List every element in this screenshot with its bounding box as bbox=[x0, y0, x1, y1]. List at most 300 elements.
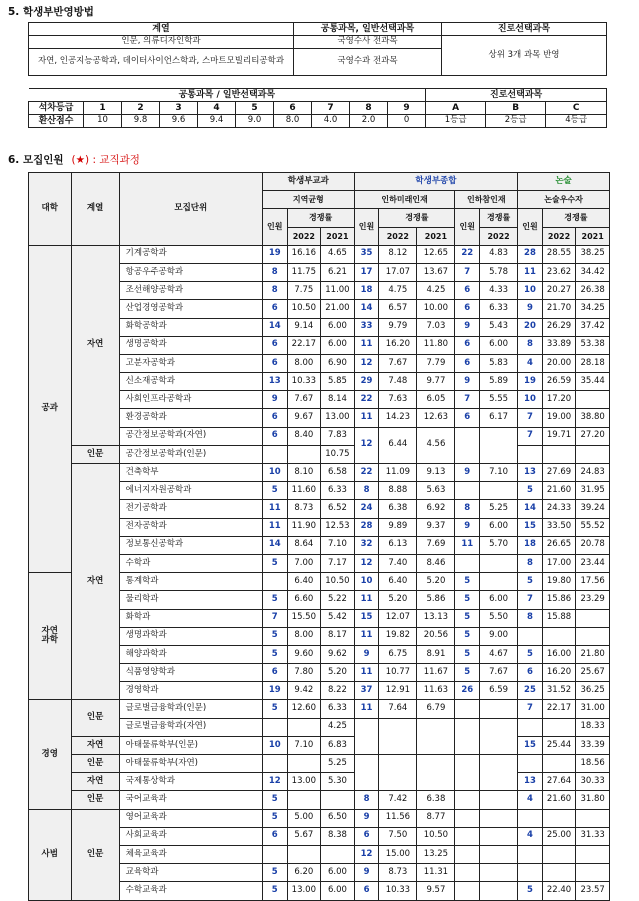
header-student-record: 학생부교과 bbox=[262, 173, 354, 191]
rate-cell: 38.25 bbox=[576, 245, 610, 263]
rate-cell: 11.31 bbox=[417, 864, 455, 882]
field-cell: 인문 bbox=[71, 809, 119, 900]
rate-cell: 4.56 bbox=[417, 427, 455, 463]
rate-cell: 8.46 bbox=[417, 554, 455, 572]
grade-cell: 4 bbox=[198, 102, 236, 115]
count-cell: 35 bbox=[354, 245, 379, 263]
count-cell bbox=[518, 864, 543, 882]
count-cell: 7 bbox=[262, 609, 287, 627]
career-grade-cell: A bbox=[426, 102, 486, 115]
table-row bbox=[29, 445, 610, 463]
rate-cell: 6.40 bbox=[379, 573, 417, 591]
field-cell: 자연 bbox=[71, 736, 119, 754]
unit-name: 건축학부 bbox=[119, 464, 262, 482]
rate-cell: 6.33 bbox=[321, 482, 355, 500]
unit-name: 정보통신공학과 bbox=[119, 536, 262, 554]
rate-cell: 23.57 bbox=[576, 882, 610, 900]
unit-name: 영어교육과 bbox=[119, 809, 262, 827]
rate-cell bbox=[480, 427, 518, 463]
count-cell: 10 bbox=[518, 282, 543, 300]
unit-name: 사회교육과 bbox=[119, 827, 262, 845]
header-comprehensive: 학생부종합 bbox=[354, 173, 517, 191]
count-cell: 4 bbox=[518, 827, 543, 845]
count-cell: 7 bbox=[455, 391, 480, 409]
rate-cell: 21.80 bbox=[576, 645, 610, 663]
rate-cell: 8.22 bbox=[321, 682, 355, 700]
field-cell: 자연 bbox=[71, 773, 119, 791]
count-cell: 5 bbox=[518, 882, 543, 900]
score-label: 환산점수 bbox=[29, 115, 84, 128]
count-cell bbox=[262, 573, 287, 591]
rate-cell: 26.38 bbox=[576, 282, 610, 300]
count-cell: 5 bbox=[262, 700, 287, 718]
count-cell: 11 bbox=[354, 409, 379, 427]
rate-cell: 7.79 bbox=[417, 354, 455, 372]
count-cell: 29 bbox=[354, 373, 379, 391]
rate-cell: 10.77 bbox=[379, 664, 417, 682]
rate-cell: 6.40 bbox=[287, 573, 321, 591]
career-score-cell: 1등급 bbox=[426, 115, 486, 128]
unit-name: 수학교육과 bbox=[119, 882, 262, 900]
header-future-talent: 인하미래인재 bbox=[354, 191, 455, 209]
count-cell bbox=[455, 427, 480, 463]
rate-cell: 16.16 bbox=[287, 245, 321, 263]
count-cell: 11 bbox=[455, 536, 480, 554]
rate-cell: 6.00 bbox=[321, 882, 355, 900]
rate-cell: 9.00 bbox=[480, 627, 518, 645]
header-year-2022: 2022 bbox=[542, 227, 576, 245]
grade-cell: 5 bbox=[236, 102, 274, 115]
rate-cell bbox=[576, 391, 610, 409]
rate-cell bbox=[480, 718, 518, 754]
count-cell: 6 bbox=[354, 882, 379, 900]
count-cell: 5 bbox=[262, 482, 287, 500]
count-cell: 6 bbox=[262, 354, 287, 372]
rate-cell: 13.25 bbox=[417, 845, 455, 863]
rate-cell: 55.52 bbox=[576, 518, 610, 536]
rate-cell: 5.70 bbox=[480, 536, 518, 554]
rate-cell: 20.78 bbox=[576, 536, 610, 554]
rate-cell bbox=[542, 864, 576, 882]
rate-cell: 6.59 bbox=[480, 682, 518, 700]
rate-cell bbox=[542, 627, 576, 645]
count-cell: 8 bbox=[262, 282, 287, 300]
rate-cell: 6.33 bbox=[480, 300, 518, 318]
rate-cell: 27.20 bbox=[576, 427, 610, 445]
count-cell bbox=[455, 791, 480, 809]
count-cell: 6 bbox=[518, 664, 543, 682]
table-row bbox=[29, 791, 610, 809]
count-cell: 12 bbox=[262, 773, 287, 791]
count-cell: 11 bbox=[354, 627, 379, 645]
count-cell: 5 bbox=[262, 627, 287, 645]
count-cell bbox=[354, 718, 379, 754]
count-cell bbox=[518, 755, 543, 773]
section-6-title-text: 6. 모집인원 bbox=[8, 154, 64, 166]
rate-cell: 6.05 bbox=[417, 391, 455, 409]
rate-cell: 25.67 bbox=[576, 664, 610, 682]
count-cell: 8 bbox=[262, 263, 287, 281]
count-cell: 13 bbox=[518, 464, 543, 482]
rate-cell: 5.63 bbox=[417, 482, 455, 500]
rate-cell: 6.60 bbox=[287, 591, 321, 609]
rate-cell: 6.92 bbox=[417, 500, 455, 518]
rate-cell bbox=[480, 827, 518, 845]
rate-cell: 6.00 bbox=[321, 318, 355, 336]
grade-cell: 8 bbox=[350, 102, 388, 115]
count-cell: 9 bbox=[455, 518, 480, 536]
rate-cell: 16.20 bbox=[542, 664, 576, 682]
count-cell: 11 bbox=[354, 664, 379, 682]
count-cell: 17 bbox=[354, 263, 379, 281]
unit-name: 해양과학과 bbox=[119, 645, 262, 663]
count-cell: 13 bbox=[262, 373, 287, 391]
rate-cell: 13.67 bbox=[417, 263, 455, 281]
count-cell: 6 bbox=[262, 409, 287, 427]
rate-cell: 7.00 bbox=[287, 554, 321, 572]
unit-name: 아태물류학부(인문) bbox=[119, 736, 262, 754]
rate-cell: 6.90 bbox=[321, 354, 355, 372]
rate-cell: 8.64 bbox=[287, 536, 321, 554]
rate-cell bbox=[542, 445, 576, 463]
rate-cell bbox=[287, 445, 321, 463]
count-cell: 9 bbox=[518, 300, 543, 318]
rate-cell: 6.21 bbox=[321, 263, 355, 281]
header-competition: 경쟁률 bbox=[379, 209, 455, 227]
score-cell: 10 bbox=[84, 115, 122, 128]
field-cell: 자연 bbox=[71, 464, 119, 700]
rate-cell: 7.10 bbox=[480, 464, 518, 482]
unit-name: 생명과학과 bbox=[119, 627, 262, 645]
count-cell bbox=[262, 445, 287, 463]
count-cell: 18 bbox=[518, 536, 543, 554]
rate-cell: 26.65 bbox=[542, 536, 576, 554]
rate-cell: 8.73 bbox=[379, 864, 417, 882]
rate-cell: 39.24 bbox=[576, 500, 610, 518]
header-essay: 논술 bbox=[518, 173, 610, 191]
rate-cell: 27.69 bbox=[542, 464, 576, 482]
rate-cell: 17.00 bbox=[542, 554, 576, 572]
rate-cell: 21.00 bbox=[321, 300, 355, 318]
rate-cell: 17.07 bbox=[379, 263, 417, 281]
count-cell: 4 bbox=[518, 791, 543, 809]
header-year-2021: 2021 bbox=[417, 227, 455, 245]
count-cell: 28 bbox=[354, 518, 379, 536]
score-cell: 2.0 bbox=[350, 115, 388, 128]
rate-cell: 24.33 bbox=[542, 500, 576, 518]
rate-cell: 18.56 bbox=[576, 755, 610, 773]
header-unit: 모집단위 bbox=[119, 173, 262, 246]
count-cell bbox=[455, 864, 480, 882]
count-cell: 8 bbox=[518, 609, 543, 627]
section-6-title bbox=[8, 152, 140, 167]
count-cell: 5 bbox=[262, 864, 287, 882]
career-cell: 상위 3개 과목 반영 bbox=[442, 36, 607, 76]
header-count: 인원 bbox=[518, 209, 543, 245]
rate-cell: 6.00 bbox=[480, 591, 518, 609]
count-cell: 9 bbox=[354, 645, 379, 663]
rate-cell bbox=[321, 845, 355, 863]
rate-cell: 33.89 bbox=[542, 336, 576, 354]
count-cell: 7 bbox=[518, 427, 543, 445]
rate-cell: 15.00 bbox=[379, 845, 417, 863]
count-cell: 12 bbox=[354, 427, 379, 463]
rate-cell: 10.33 bbox=[379, 882, 417, 900]
rate-cell bbox=[576, 845, 610, 863]
rate-cell: 10.33 bbox=[287, 373, 321, 391]
rate-cell: 8.88 bbox=[379, 482, 417, 500]
count-cell: 28 bbox=[518, 245, 543, 263]
count-cell: 19 bbox=[262, 682, 287, 700]
career-score-cell: 2등급 bbox=[486, 115, 546, 128]
rate-cell: 9.57 bbox=[417, 882, 455, 900]
rate-cell: 7.40 bbox=[379, 554, 417, 572]
unit-name: 산업경영공학과 bbox=[119, 300, 262, 318]
count-cell bbox=[455, 845, 480, 863]
count-cell: 7 bbox=[518, 409, 543, 427]
grade-cell: 3 bbox=[160, 102, 198, 115]
count-cell: 10 bbox=[262, 736, 287, 754]
career-score-cell: 4등급 bbox=[546, 115, 607, 128]
rate-cell: 5.85 bbox=[321, 373, 355, 391]
count-cell: 5 bbox=[262, 791, 287, 809]
rate-cell bbox=[576, 809, 610, 827]
rate-cell: 36.25 bbox=[576, 682, 610, 700]
rate-cell: 13.00 bbox=[321, 409, 355, 427]
rate-cell: 8.38 bbox=[321, 827, 355, 845]
rate-cell: 11.67 bbox=[417, 664, 455, 682]
unit-name: 글로벌금융학과(인문) bbox=[119, 700, 262, 718]
grade-cell: 1 bbox=[84, 102, 122, 115]
count-cell: 10 bbox=[354, 573, 379, 591]
count-cell: 5 bbox=[518, 645, 543, 663]
count-cell: 37 bbox=[354, 682, 379, 700]
rate-cell: 23.44 bbox=[576, 554, 610, 572]
rate-cell bbox=[480, 700, 518, 718]
count-cell bbox=[455, 827, 480, 845]
group-cell: 인문, 의류디자인학과 bbox=[29, 36, 294, 49]
rate-cell bbox=[480, 864, 518, 882]
count-cell: 19 bbox=[518, 373, 543, 391]
count-cell: 6 bbox=[455, 336, 480, 354]
field-cell: 인문 bbox=[71, 445, 119, 463]
rate-cell: 10.50 bbox=[321, 573, 355, 591]
rate-cell: 7.75 bbox=[287, 282, 321, 300]
count-cell: 5 bbox=[518, 573, 543, 591]
rate-cell: 30.33 bbox=[576, 773, 610, 791]
rate-cell bbox=[379, 718, 417, 754]
header-year-2021: 2021 bbox=[321, 227, 355, 245]
count-cell bbox=[518, 809, 543, 827]
header-career: 진로선택과목 bbox=[442, 23, 607, 36]
rate-cell: 15.88 bbox=[542, 609, 576, 627]
header-essay-excellent: 논술우수자 bbox=[518, 191, 610, 209]
rate-cell: 4.75 bbox=[379, 282, 417, 300]
count-cell: 14 bbox=[518, 500, 543, 518]
rate-cell: 11.75 bbox=[287, 263, 321, 281]
count-cell: 6 bbox=[262, 300, 287, 318]
count-cell: 5 bbox=[262, 554, 287, 572]
unit-name: 사회인프라공학과 bbox=[119, 391, 262, 409]
rate-cell: 24.83 bbox=[576, 464, 610, 482]
unit-name: 화학과 bbox=[119, 609, 262, 627]
unit-name: 전기공학과 bbox=[119, 500, 262, 518]
rate-cell: 11.60 bbox=[287, 482, 321, 500]
rate-cell: 10.50 bbox=[417, 827, 455, 845]
grade-cell: 6 bbox=[274, 102, 312, 115]
count-cell: 6 bbox=[455, 354, 480, 372]
rate-cell: 21.70 bbox=[542, 300, 576, 318]
rate-cell: 7.83 bbox=[321, 427, 355, 445]
rate-cell: 7.48 bbox=[379, 373, 417, 391]
rate-cell: 6.00 bbox=[321, 336, 355, 354]
score-cell: 8.0 bbox=[274, 115, 312, 128]
rate-cell: 33.50 bbox=[542, 518, 576, 536]
rate-cell: 9.42 bbox=[287, 682, 321, 700]
rate-cell: 4.65 bbox=[321, 245, 355, 263]
rate-cell bbox=[321, 791, 355, 809]
career-grade-cell: C bbox=[546, 102, 607, 115]
score-cell: 9.4 bbox=[198, 115, 236, 128]
rate-cell bbox=[480, 554, 518, 572]
rate-cell: 28.18 bbox=[576, 354, 610, 372]
rate-cell: 19.71 bbox=[542, 427, 576, 445]
count-cell: 19 bbox=[262, 245, 287, 263]
rate-cell bbox=[542, 845, 576, 863]
rate-cell: 7.03 bbox=[417, 318, 455, 336]
unit-name: 전자공학과 bbox=[119, 518, 262, 536]
table-row bbox=[29, 809, 610, 827]
count-cell: 5 bbox=[455, 627, 480, 645]
rate-cell bbox=[576, 609, 610, 627]
field-cell: 인문 bbox=[71, 700, 119, 736]
count-cell: 15 bbox=[518, 518, 543, 536]
rate-cell: 31.52 bbox=[542, 682, 576, 700]
rate-cell: 6.79 bbox=[417, 700, 455, 718]
rate-cell: 6.38 bbox=[379, 500, 417, 518]
rate-cell: 18.33 bbox=[576, 718, 610, 736]
count-cell: 12 bbox=[354, 354, 379, 372]
rate-cell bbox=[480, 791, 518, 809]
rate-cell: 23.62 bbox=[542, 263, 576, 281]
rate-cell: 12.60 bbox=[287, 700, 321, 718]
count-cell bbox=[455, 718, 480, 754]
rate-cell bbox=[576, 864, 610, 882]
count-cell bbox=[354, 755, 379, 791]
count-cell: 10 bbox=[262, 464, 287, 482]
rate-cell: 7.69 bbox=[417, 536, 455, 554]
rate-cell: 9.77 bbox=[417, 373, 455, 391]
grade-cell: 9 bbox=[388, 102, 426, 115]
count-cell: 5 bbox=[455, 645, 480, 663]
header-count: 인원 bbox=[354, 209, 379, 245]
rate-cell: 5.20 bbox=[321, 664, 355, 682]
count-cell bbox=[262, 718, 287, 736]
count-cell: 9 bbox=[262, 391, 287, 409]
count-cell: 6 bbox=[262, 336, 287, 354]
rate-cell bbox=[417, 718, 455, 754]
rate-cell: 11.63 bbox=[417, 682, 455, 700]
rate-cell: 5.20 bbox=[379, 591, 417, 609]
rate-cell: 8.91 bbox=[417, 645, 455, 663]
rate-cell: 9.13 bbox=[417, 464, 455, 482]
count-cell: 6 bbox=[262, 664, 287, 682]
count-cell: 6 bbox=[262, 427, 287, 445]
rate-cell: 6.00 bbox=[480, 518, 518, 536]
rate-cell: 8.14 bbox=[321, 391, 355, 409]
unit-name: 체육교육과 bbox=[119, 845, 262, 863]
rate-cell: 11.56 bbox=[379, 809, 417, 827]
rate-cell: 6.58 bbox=[321, 464, 355, 482]
rate-cell: 19.82 bbox=[379, 627, 417, 645]
rate-cell: 7.10 bbox=[321, 536, 355, 554]
rate-cell: 4.67 bbox=[480, 645, 518, 663]
count-cell: 14 bbox=[262, 536, 287, 554]
count-cell: 7 bbox=[455, 263, 480, 281]
count-cell: 5 bbox=[455, 573, 480, 591]
count-cell: 11 bbox=[354, 591, 379, 609]
count-cell: 5 bbox=[455, 664, 480, 682]
count-cell: 7 bbox=[518, 700, 543, 718]
rate-cell: 5.22 bbox=[321, 591, 355, 609]
univ-cell: 자연 과학 bbox=[29, 573, 72, 700]
univ-cell: 사범 bbox=[29, 809, 72, 900]
unit-name: 생명공학과 bbox=[119, 336, 262, 354]
unit-name: 통계학과 bbox=[119, 573, 262, 591]
header-career-select: 진로선택과목 bbox=[426, 89, 607, 102]
rate-cell: 8.00 bbox=[287, 627, 321, 645]
rate-cell: 17.56 bbox=[576, 573, 610, 591]
rate-cell: 7.67 bbox=[379, 354, 417, 372]
rate-cell: 25.00 bbox=[542, 827, 576, 845]
rate-cell: 8.17 bbox=[321, 627, 355, 645]
rate-cell bbox=[576, 445, 610, 463]
rate-cell: 8.73 bbox=[287, 500, 321, 518]
rate-cell bbox=[480, 845, 518, 863]
rate-cell: 6.52 bbox=[321, 500, 355, 518]
rate-cell: 5.67 bbox=[287, 827, 321, 845]
rate-cell: 15.50 bbox=[287, 609, 321, 627]
count-cell: 8 bbox=[518, 336, 543, 354]
count-cell bbox=[262, 845, 287, 863]
rate-cell: 7.80 bbox=[287, 664, 321, 682]
rate-cell: 26.29 bbox=[542, 318, 576, 336]
unit-name: 공간정보공학과(자연) bbox=[119, 427, 262, 445]
field-cell: 자연 bbox=[71, 245, 119, 445]
count-cell: 5 bbox=[455, 609, 480, 627]
count-cell bbox=[518, 445, 543, 463]
grade-conversion-table bbox=[28, 88, 607, 128]
rate-cell: 12.63 bbox=[417, 409, 455, 427]
rate-cell: 9.14 bbox=[287, 318, 321, 336]
rate-cell: 7.10 bbox=[287, 736, 321, 754]
group-cell: 자연, 인공지능공학과, 데이터사이언스학과, 스마트모빌리티공학과 bbox=[29, 49, 294, 76]
rate-cell: 35.44 bbox=[576, 373, 610, 391]
rate-cell: 7.67 bbox=[480, 664, 518, 682]
rate-cell: 6.20 bbox=[287, 864, 321, 882]
table-row bbox=[29, 755, 610, 773]
rate-cell: 8.12 bbox=[379, 245, 417, 263]
unit-name: 경영학과 bbox=[119, 682, 262, 700]
univ-cell: 경영 bbox=[29, 700, 72, 809]
count-cell bbox=[455, 554, 480, 572]
rate-cell bbox=[287, 718, 321, 736]
header-competition: 경쟁률 bbox=[287, 209, 354, 227]
rate-cell bbox=[542, 755, 576, 773]
rate-cell: 28.55 bbox=[542, 245, 576, 263]
rate-cell: 17.20 bbox=[542, 391, 576, 409]
count-cell: 6 bbox=[262, 827, 287, 845]
